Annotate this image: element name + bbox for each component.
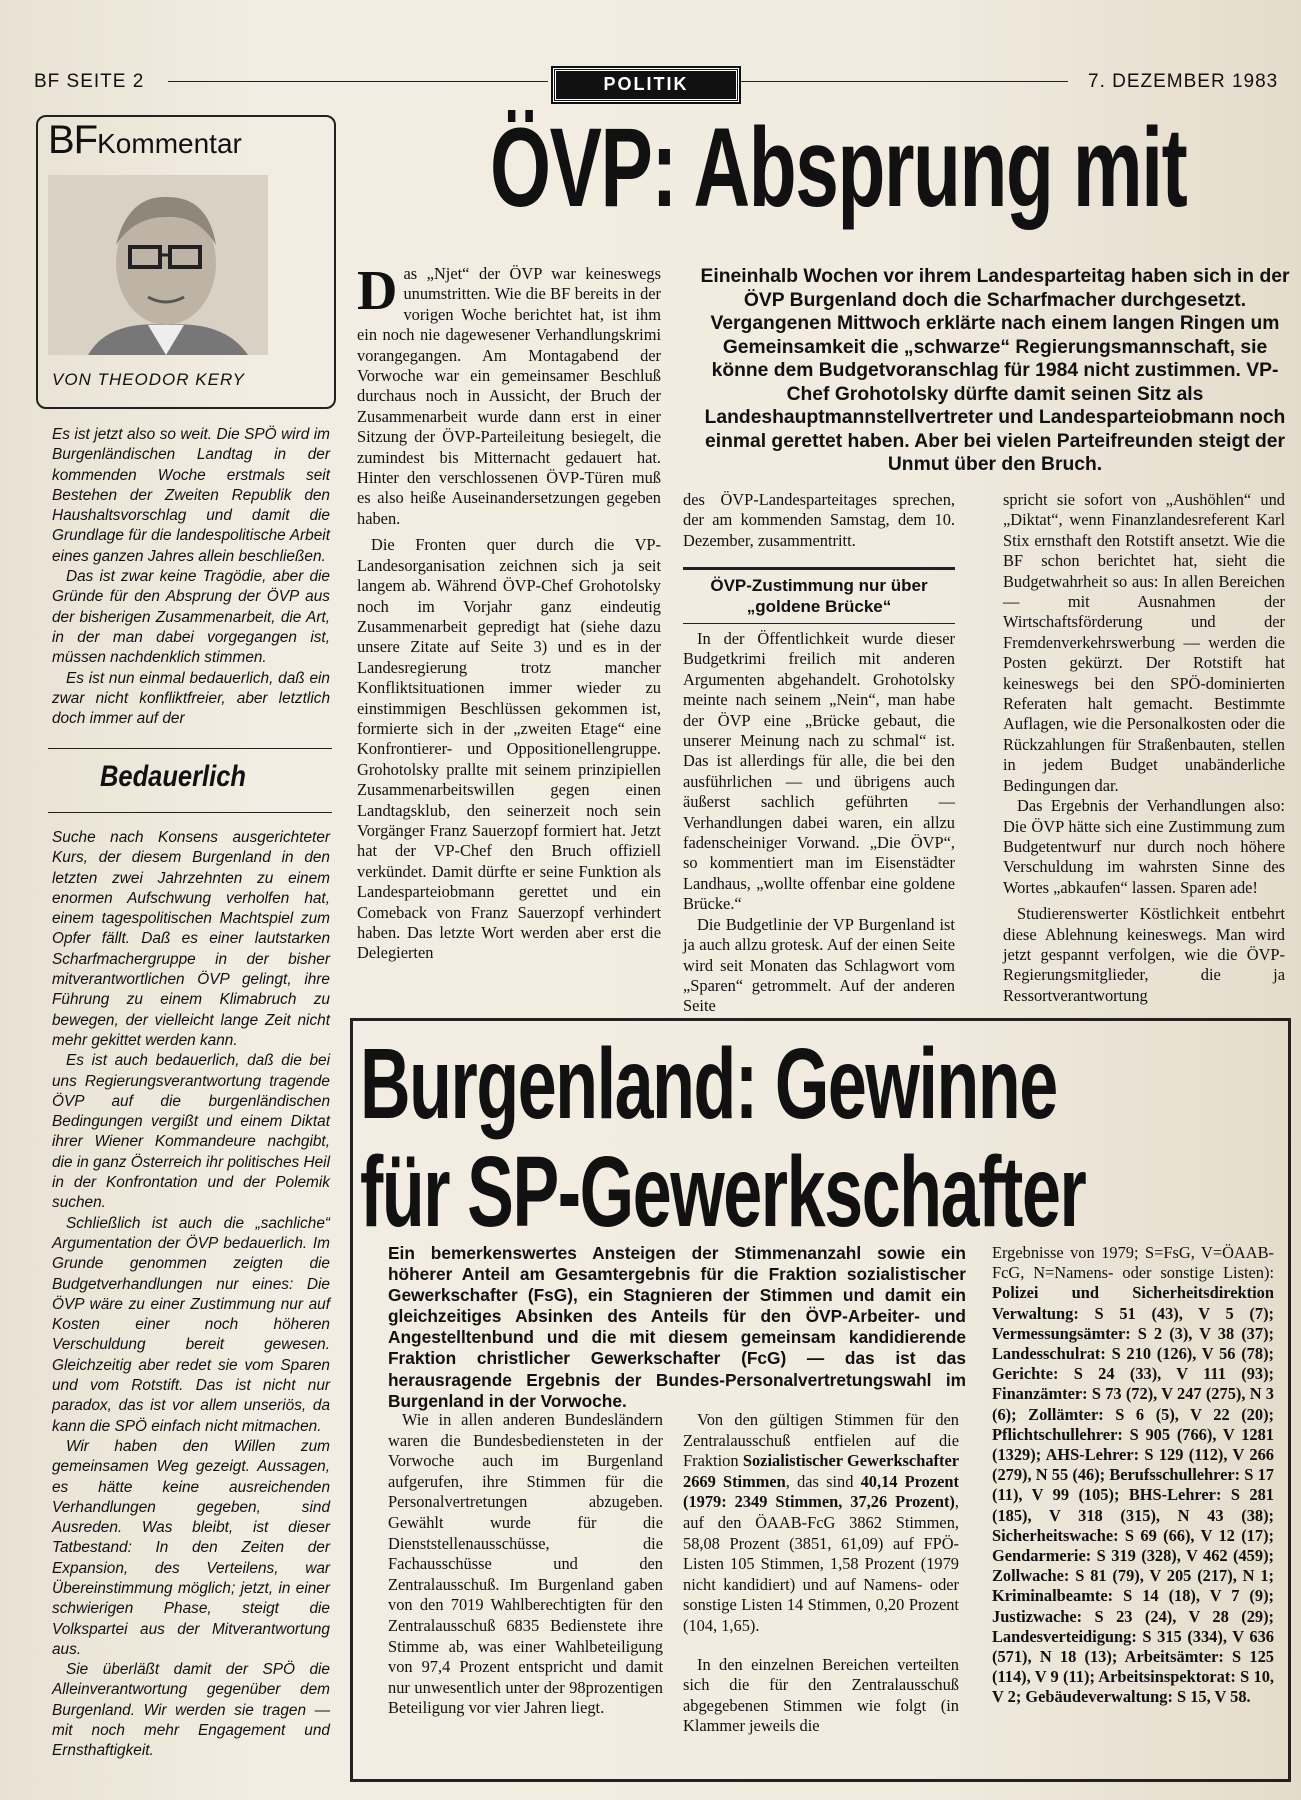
commentary-paragraph: Es ist nun einmal bedauerlich, daß ein zwar nicht konfliktfreier, aber letztlich doch immer auf der — [52, 669, 330, 728]
page-number: BF SEITE 2 — [34, 71, 145, 92]
commentary-divider — [48, 748, 332, 749]
article-paragraph: des ÖVP-Landesparteitages sprechen, der am kommenden Samstag, dem 10. Dezember, zusammentritt. — [683, 490, 955, 550]
article-text: Ergebnisse von 1979; S=FsG, V=ÖAAB-FcG, N=Namens- oder sonstige Listen): — [992, 1243, 1274, 1283]
commentary-paragraph: Es ist jetzt also so weit. Die SPÖ wird im Burgenländischen Landtag in der kommenden Woche erstmals seit Bestehen der Zweiten Republik den Haushaltsvorschlag und damit die Grundlage für die landespolitische Arbeit eines ganzen Jahres allein beschließen. — [52, 426, 330, 565]
commentary-paragraph: Sie überläßt damit der SPÖ die Alleinverantwortung gegenüber dem Burgenland. Wir werden sie tragen — mit noch mehr Engagement und Ernsthaftigkeit. — [52, 1661, 330, 1760]
logo-word: Kommentar — [97, 128, 242, 159]
commentary-logo — [48, 118, 242, 163]
article-paragraph: In der Öffentlichkeit wurde dieser Budgetkrimi freilich mit anderen Argumenten abgehandelt. Grohotolsky meinte nach seinem „Nein“, man habe der ÖVP eine „Brücke gebaut, die unserer Meinung nach zu schmal“ ist. Das ist allerdings für alle, die bei den ausführlichen — und übrigens auch äußerst sachlich geführten — Verhandlungen dabei waren, ein allzu fadenscheiniger Vorwand. „Die ÖVP“, so kommentiert man im Eisenstädter Landhaus, „wollte offenbar eine goldene Brücke.“ — [683, 629, 955, 914]
header-rule-left — [168, 81, 548, 82]
article2-lead: Ein bemerkenswertes Ansteigen der Stimmenanzahl sowie ein höherer Anteil am Gesamtergebnis für die Fraktion sozialistischer Gewerkschafter (FsG), ein Stagnieren der Stimmen und damit ein gleichzeitiges Absinken des Anteils für den ÖVP-Arbeiter- und Angestelltenbund und die mit diesem gemeinsam kandidierende Fraktion christlicher Gewerkschafter (FcG) — das ist das herausragende Ergebnis der Bundes-Personalvertretungswahl im Burgenland in der Vorwoche. — [388, 1243, 966, 1411]
commentary-subhead: Bedauerlich — [100, 760, 246, 793]
article-text-bold: Sozialistischer Gewerkschafter 2669 Stimmen — [683, 1451, 959, 1491]
article-subhead: ÖVP-Zustimmung nur über „goldene Brücke“ — [710, 576, 928, 616]
commentary-body — [52, 828, 330, 1762]
article-column-2-body — [683, 629, 955, 1017]
article-paragraph: spricht sie sofort von „Aushöhlen“ und „Diktat“, wenn Finanzlandesreferent Karl Stix ernsthaft den Rotstift ansetzt. Wie die BF schon berichtet hat, sieht die Budgetwahrheit so aus: In allen Bereichen — mit Ausnahmen der Wirtschaftsförderung und der Fremdenverkehrswerbung — werden die Posten gekürzt. Der Rotstift hat keineswegs bei den SPÖ-dominierten Referaten halt gemacht. Bestimmte Auflagen, wie die Personalkosten oder die Rückzahlungen für Straßenbauten, stellen in jedem Budget unabänderliche Bedingungen dar. — [1003, 490, 1285, 795]
subhead-rule-top — [683, 567, 955, 570]
drop-cap: D — [357, 260, 398, 322]
article2-column-1 — [388, 1410, 663, 1719]
article-column-3 — [1003, 490, 1285, 1006]
section-label: POLITIK — [553, 68, 739, 102]
logo-bf: BF — [48, 118, 98, 162]
article-paragraph: Die Budgetlinie der VP Burgenland ist ja auch allzu grotesk. Auf der einen Seite wird seit Monaten das Schlagwort vom „Sparen“ getrommelt. Auf der anderen Seite — [683, 914, 955, 1016]
commentary-byline: VON THEODOR KERY — [52, 370, 245, 389]
results-list: Polizei und Sicherheitsdirektion Verwaltung: S 51 (43), V 5 (7); Vermessungsämter: S 2 (3), V 38 (37); Landesschulrat: S 210 (126), V 56 (78); Gerichte: S 24 (33), V 111 (93); Finanzämter: S 73 (72), V 247 (275), N 3 (6); Zollämter: S 6 (5), V 22 (20); Pflichtschullehrer: S 905 (766), V 1281 (1329); AHS-Lehrer: S 129 (112), V 266 (279), N 55 (46); Berufsschullehrer: S 17 (11), V 99 (105); BHS-Lehrer: S 281 (185), V 318 (315), N 43 (38); Sicherheitswache: S 69 (66), V 12 (17); Gendarmerie: S 319 (328), V 462 (459); Zollwache: S 81 (79), V 205 (217), N 1; Kriminalbeamte: S 14 (18), V 7 (9); Justizwache: S 23 (24), V 28 (29); Landesverteidigung: S 315 (334), V 636 (571), N 18 (13); Arbeitsämter: S 125 (114), V 9 (11); Arbeitsinspektorat: S 10, V 2; Gebäudeverwaltung: S 15, V 58. — [992, 1283, 1274, 1707]
commentary-divider-2 — [48, 812, 332, 813]
headline-line: Burgenland: Gewinne — [360, 1028, 1057, 1140]
commentary-paragraph: Es ist auch bedauerlich, daß die bei uns Regierungsverantwortung tragende ÖVP auf die burgenländischen Bedingungen vergißt und einem Diktat ihrer Wiener Kommandeure nachgibt, die in ganz Österreich ihr politisches Heil in der Konfrontation und der Polemik suchen. — [52, 1052, 331, 1212]
article-paragraph: In den einzelnen Bereichen verteilten sich die für den Zentralausschuß abgegebenen Stimmen wie folgt (in Klammer jeweils die — [683, 1654, 959, 1736]
commentary-paragraph: Das ist zwar keine Tragödie, aber die Gründe für den Absprung der ÖVP aus der bisherigen Zusammenarbeit, die Art, in der man dabei vorgegangen ist, müssen nachdenklich stimmen. — [52, 568, 330, 667]
article-text: , auf den ÖAAB-FcG 3862 Stimmen, 58,08 Prozent (3851, 61,09) auf FPÖ-Listen 105 Stimmen, 1,58 Prozent (1979 nicht kandidiert) und auf Namens- oder sonstige Listen 14 Stimmen, 0,20 Prozent (104, 1,65). — [683, 1492, 959, 1635]
commentary-paragraph: Wir haben den Willen zum gemeinsamen Weg gezeigt. Aussagen, es hätte keine ausreichenden Verhandlungen gegeben, sind Ausreden. Was bleibt, ist dieser Tatbestand: In den Zeiten der Expansion, des Verteilens, war Übereinstimmung möglich; jetzt, in einer schwierigen Phase, steigt die Volkspartei aus der Mitverantwortung aus. — [52, 1437, 330, 1658]
commentary-paragraph: Suche nach Konsens ausgerichteter Kurs, der diesem Burgenland in den letzten zwei Jahrzehnten zu einem enormen Aufschwung verholfen hat, einem tagespolitischen Machtspiel zum Opfer fällt. Daß es einer lautstarken Scharfmachergruppe in der bisher mitverantwortlichen ÖVP gelingt, ihre Führung zu einem Klimabruch zu bewegen, der vielleicht lange Zeit nicht mehr gekittet werden kann. — [52, 829, 330, 1049]
commentary-paragraph: Schließlich ist auch die „sachliche“ Argumentation der ÖVP bedauerlich. Im Grunde genommen zeigten die Budgetverhandlungen nur eines: Die ÖVP wäre zu einer Zustimmung nur auf Kosten einer noch höheren Verschuldung bereit gewesen. Gleichzeitig aber redet sie vom Sparen und vom Rotstift. Das ist nicht nur paradox, das ist vor allem unseriös, da kann die SPÖ einfach nicht mitmachen. — [52, 1214, 330, 1435]
article2-column-2 — [683, 1410, 959, 1737]
author-photo — [48, 175, 268, 355]
article2-headline — [360, 1030, 1085, 1246]
headline-line: für SP-Gewerkschafter — [360, 1136, 1086, 1248]
commentary-intro — [52, 425, 330, 729]
article-column-1 — [357, 260, 661, 964]
article-paragraph: Das Ergebnis der Verhandlungen also: Die ÖVP hätte sich eine Zustimmung zum Budgetentwurf nur durch noch höhere Verschuldung im wahrsten Sinne des Wortes „abkaufen“ lassen. Sparen ade! — [1003, 796, 1285, 897]
article-headline: ÖVP: Absprung mit — [490, 105, 1187, 230]
article2-column-3 — [992, 1243, 1274, 1708]
article-text-bold: 40,14 Prozent (1979: 2349 Stimmen, 37,26 Prozent) — [683, 1471, 959, 1512]
article-lead: Eineinhalb Wochen vor ihrem Landesparteitag haben sich in der ÖVP Burgenland doch die Scharfmacher durchgesetzt. Vergangenen Mittwoch erklärte nach einem langen Ringen um Gemeinsamkeit die „schwarze“ Regierungsmannschaft, sie könne dem Budgetvoranschlag für 1984 nicht zustimmen. VP-Chef Grohotolsky dürfte damit seinen Sitz als Landeshauptmannstellvertreter und Landesparteiobmann noch einmal gerettet haben. Aber bei vielen Parteifreunden steigt der Unmut über den Bruch. — [700, 266, 1290, 475]
issue-date: 7. DEZEMBER 1983 — [1088, 71, 1279, 92]
article-paragraph: Wie in allen anderen Bundesländern waren die Bundesbediensteten in der Vorwoche auch im Burgenland aufgerufen, ihre Stimmen für die Personalvertretungen abzugeben. Gewählt wurde für die Dienststellenausschüsse, die Fachausschüsse und den Zentralausschuß. Im Burgenland gaben von den 7019 Wahlberechtigten für den Zentralausschuß 6835 Bedienstete ihre Stimme ab, was einer Wahlbeteiligung von 97,4 Prozent entspricht und damit nur unwesentlich unter der 98prozentigen Beteiligung vor vier Jahren liegt. — [388, 1410, 663, 1718]
article-paragraph: as „Njet“ der ÖVP war keineswegs unumstritten. Wie die BF bereits in der vorigen Woche berichtet hat, ist ihm ein noch nie dagewesener Verhandlungskrimi vorangegangen. Am Montagabend der Vorwoche war ein gemeinsamer Beschluß durchaus noch in Aussicht, der Bruch der Zusammenarbeit wurde dann erst in einer Sitzung der ÖVP-Parteileitung besiegelt, die zumindest bis Mitternacht gedauert hat. Hinter den verschlossenen ÖVP-Türen muß es also heiße Auseinandersetzungen gegeben haben. — [357, 264, 661, 528]
subhead-rule-bottom — [683, 623, 955, 624]
header-rule-right — [738, 81, 1068, 82]
article-text: , das sind — [785, 1471, 861, 1491]
article-paragraph: Die Fronten quer durch die VP-Landesorganisation zeichnen sich ja seit langem ab. Während ÖVP-Chef Grohotolsky noch im Vorjahr ganz eindeutig Zusammenarbeit gepredigt hat (siehe dazu unsere Zitate auf Seite 3) und es in der Landesregierung trotz mancher Konfliktsituationen immer wieder zu einstimmigen Beschlüssen gekommen ist, formierte sich in der „zweiten Etage“ eine Konfrontierer- und Oppositionellengruppe. Grohotolsky prallte mit seinem prinzipiellen Zusammenarbeitswillen gegen einen Landtagsklub, den seinerzeit noch sein Vorgänger Franz Sauerzopf formiert hat. Jetzt hat der VP-Chef den Bruch offiziell verkündet. Damit dürfte er seine Funktion als Landesparteiobmann gerettet und ein Comeback von Franz Sauerzopf verhindert haben. Das letzte Wort werden aber erst die Delegierten — [357, 535, 661, 963]
article-paragraph: Studierenswerter Köstlichkeit entbehrt diese Ablehnung keineswegs. Man wird jetzt gespannt verfolgen, wie die ÖVP-Regierungsmitglieder, die ja Ressortverantwortung — [1003, 904, 1285, 1005]
article-text: Von den gültigen Stimmen für den Zentralausschuß entfielen auf die Fraktion — [683, 1410, 959, 1471]
article-column-2 — [683, 490, 955, 551]
